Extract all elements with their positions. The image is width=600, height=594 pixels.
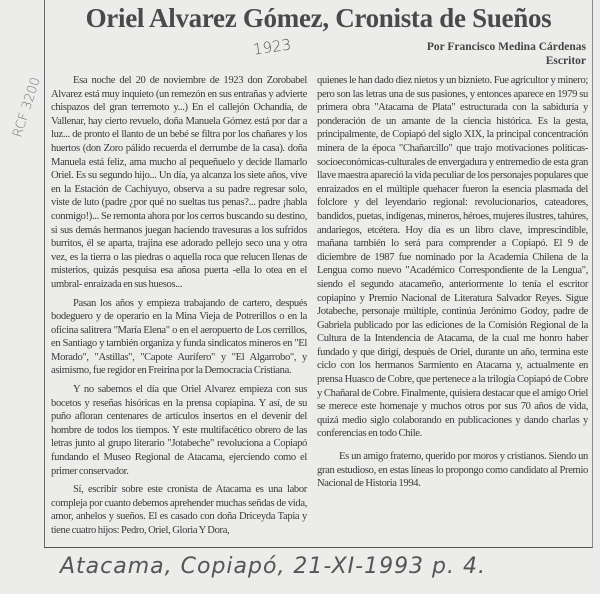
byline: [427, 40, 586, 68]
paragraph: Y no sabemos el día que Oriel Alvarez empieza con sus bocetos y reseñas hisóricas en la prensa copiapina. Y así, de su puño afloran centenares de artículos insertos en el devenir del hombre de todos los tiempos. Y este multifacético obrero de las letras junto al grupo literario "Jotabeche" revoluciona a Copiapó fundando el Museo Regional de Atacama, ejerciendo como el primer conservador.: [51, 384, 307, 477]
author-name: Por Francisco Medina Cárdenas: [426, 41, 586, 53]
article-title: Oriel Alvarez Gómez, Cronista de Sueños: [85, 3, 552, 33]
paragraph: quienes le han dado diez nietos y un biznieto. Fue agricultor y minero; pero son las letras una de sus pasiones, y entonces aparece en 1979 su primera obra "Atacama de Plata" estructurada con la sabiduría y ponderación de un amante de la ciencia histórica. Es la gesta, principalmente, de Copiapó del siglo XIX, la principal concentración minera de la época "Chañarcillo" que trajo motivaciones políticas-socioeconómicas-culturales de envergadura y entremedio de esta gran llave maestra apareció la vida peculiar de los personajes populares que enraizados en el múltiple quehacer fueron la esencia plasmada del folclore y del leyendario regional: revolucionarios, cateadores, bandidos, puetas, indígenas, mineros, héroes, mujeres ilustres, tahúres, andariegos, etcétera. Hoy día es un libro clave, imprescindible, mañana también lo será para comprender a Copiapó. El 9 de diciembre de 1987 fue nominado por la Academia Chilena de la Lengua como nuevo "Académico Correspondiente de la Lengua", siendo el segundo atacameño, anteriormente lo tenía el escritor copiapino y Premio Nacional de Literatura Salvador Reyes. Sigue Jotabeche, personaje múltiple, continúa Jerónimo Godoy, padre de Gabriela publicado por las ediciones de la Comisión Regional de la Cultura de la Intendencia de Atacama, de la cual me honro haber fundado y que dirigí, después de Oriel, durante un año, termina este ciclo con los hermanos Sarmiento en Atacama y, actualmente en prensa Huasco de Cobre, que pertenece a la trilogía Copiapó de Cobre y Chañaral de Cobre. Finalmente, quisiera destacar que el amigo Oriel se merece este homenaje y muchos otros por sus 70 años de vida, quizá medio siglo colaborando en publicaciones y dando charlas y conferencias en todo Chile.: [317, 75, 588, 440]
handwritten-source-note: Atacama, Copiapó, 21-XI-1993 p. 4.: [60, 553, 486, 579]
paragraph: Esa noche del 20 de noviembre de 1923 don Zorobabel Alvarez está muy inquieto (un remezón en sus entrañas y advierte chispazos del gran terremoto y...) En el callejón Ochandía, de Vallenar, hay cierto revuelo, doña Manuela Gómez está por dar a luz... de pronto el llanto de un bebé se filtra por los chañares y los huertos (don Zoro pálido recuerda el derrumbe de la casa). doña Manuela está feliz, ama mucho al pequeñuelo y decide llamarlo Oriel. Es su segundo hijo... Un día, ya alcanza los siete años, vive en la Estación de Cachiyuyo, observa a su padre regresar solo, viste de luto (padre ¿por qué no sueltas tus penas?... padre ¡habla conmigo!)... Se remonta ahora por los cerros buscando su destino, si sus demás hermanos juegan haciendo travesuras a los sufridos burritos, él se aparta, trajina ese adorado pellejo seco una y otra vez, es la tierra o las piedras o aquella roca que relucen llenas de misterios, quizás pesquisa esa añosa puerta -ella lo otea en el umbral- enraizada en sus huesos...: [51, 75, 307, 290]
paragraph: Es un amigo fraterno, querido por moros y cristianos. Siendo un gran estudioso, en estas líneas lo propongo como candidato al Premio Nacional de Historia 1994.: [317, 451, 588, 490]
article-left-column: [51, 74, 307, 543]
article-body: [44, 74, 593, 548]
handwritten-archive-ref: RCF 3200: [10, 75, 44, 140]
article-right-column: [317, 74, 588, 543]
paragraph: Sí, escribir sobre este cronista de Atacama es una labor compleja por cuanto debemos aprehender muchas señdas de vida, amor, anhelos y sueños. El es casado con doña Driceyda Tapia y tiene cuatro hijos: Pedro, Oriel, Gloria Y Dora,: [51, 484, 307, 536]
handwritten-year-note: 1923: [251, 35, 293, 59]
author-role: Escritor: [545, 55, 586, 67]
article-header: [44, 0, 593, 74]
paragraph: Pasan los años y empieza trabajando de cartero, después bodeguero y de operario en la Mina Vieja de Potrerillos o en la oficina salitrera "María Elena" o en el aeropuerto de Los cerrillos, en Santiago y también organiza y funda sindicatos mineros en "El Morado", "Astillas", "Capote Aurífero" y "El Algarrobo", y asimismo, fue regidor en Freirina por la Democracia Cristiana.: [51, 297, 307, 377]
